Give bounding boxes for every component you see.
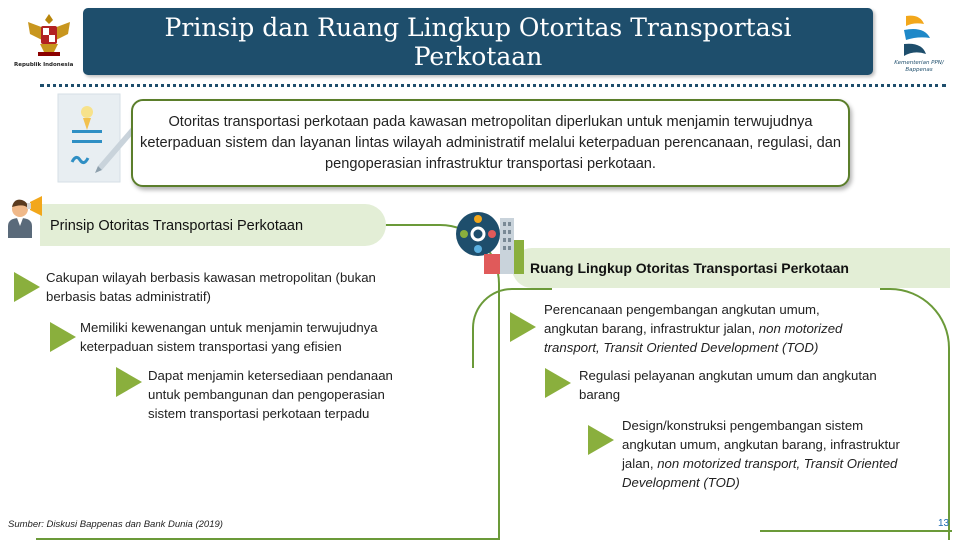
title-banner — [83, 8, 873, 75]
left-bullet-2-marker — [50, 322, 76, 352]
source-note: Sumber: Diskusi Bappenas dan Bank Dunia (2019) — [8, 519, 223, 530]
left-bullet-3-line1: Dapat menjamin ketersediaan pendanaan — [148, 368, 393, 383]
right-bullet-1-marker — [510, 312, 536, 342]
left-bullet-2-line1: Memiliki kewenangan untuk menjamin terwujudnya — [80, 320, 378, 335]
garuda-logo — [14, 10, 86, 72]
left-bullet-2 — [80, 318, 460, 356]
bappenas-logo — [884, 12, 954, 76]
right-bullet-1 — [544, 300, 924, 357]
right-bullet-3 — [622, 416, 952, 492]
right-bullet-2 — [579, 366, 939, 404]
right-section-header — [512, 248, 950, 288]
intro-box — [131, 99, 850, 187]
right-bullet-1-line2b: non motorized — [758, 321, 843, 336]
page-title: Prinsip dan Ruang Lingkup Otoritas Transportasi Perkotaan — [164, 12, 792, 71]
right-bullet-3-line4: Development (TOD) — [622, 475, 740, 490]
page-number: 13 — [938, 518, 950, 529]
left-bullet-3-line2: untuk pembangunan dan pengoperasian — [148, 387, 385, 402]
left-section-title: Prinsip Otoritas Transportasi Perkotaan — [50, 218, 304, 234]
speaker-person-icon — [0, 194, 48, 240]
right-bullet-3-marker — [588, 425, 614, 455]
right-bullet-1-line3: transport, Transit Oriented Development (TOD) — [544, 340, 819, 355]
right-bullet-2-line2: barang — [579, 387, 621, 402]
left-section-header — [40, 204, 386, 246]
left-bullet-3 — [148, 366, 468, 423]
garuda-emblem-icon — [26, 10, 72, 58]
left-bullet-2-line2: keterpaduan sistem transportasi yang efisien — [80, 339, 342, 354]
right-bullet-1-line1: Perencanaan pengembangan angkutan umum, — [544, 302, 820, 317]
right-bullet-1-line2a: angkutan barang, infrastruktur jalan, — [544, 321, 759, 336]
city-network-icon — [454, 210, 526, 276]
left-bullet-3-marker — [116, 367, 142, 397]
intro-text: Otoritas transportasi perkotaan pada kawasan metropolitan diperlukan untuk menjamin terwujudnya keterpaduan sistem dan layanan lintas wilayah administratif melalui keterpaduan perencanaan, regulasi, dan pengoperasian infrastruktur transportasi perkotaan. — [140, 113, 841, 172]
left-bullet-1-line1: Cakupan wilayah berbasis kawasan metropolitan (bukan — [46, 270, 376, 285]
right-logo-caption-line1: Kementerian PPN/ — [894, 60, 944, 66]
right-bullet-3-line1: Design/konstruksi pengembangan sistem — [622, 418, 864, 433]
right-panel-border-bottom — [760, 530, 952, 532]
bappenas-mark-icon — [900, 12, 936, 58]
right-logo-caption-line2: Bappenas — [905, 67, 933, 73]
dotted-divider — [40, 84, 946, 87]
left-bullet-1-line2: berbasis batas administratif) — [46, 289, 211, 304]
left-bullet-3-line3: sistem transportasi perkotaan terpadu — [148, 406, 370, 421]
right-bullet-3-line3b: non motorized transport, Transit Oriented — [657, 456, 898, 471]
left-bullet-1 — [46, 268, 446, 306]
document-pen-icon — [40, 90, 140, 190]
right-bullet-3-line3a: jalan, — [622, 456, 658, 471]
right-section-title: Ruang Lingkup Otoritas Transportasi Perkotaan — [530, 260, 849, 276]
right-bullet-3-line2: angkutan umum, angkutan barang, infrastruktur — [622, 437, 900, 452]
right-bullet-2-marker — [545, 368, 571, 398]
left-logo-caption: Republik Indonesia — [14, 62, 74, 68]
left-bullet-1-marker — [14, 272, 40, 302]
right-bullet-2-line1: Regulasi pelayanan angkutan umum dan angkutan — [579, 368, 877, 383]
right-logo-caption — [884, 60, 954, 74]
